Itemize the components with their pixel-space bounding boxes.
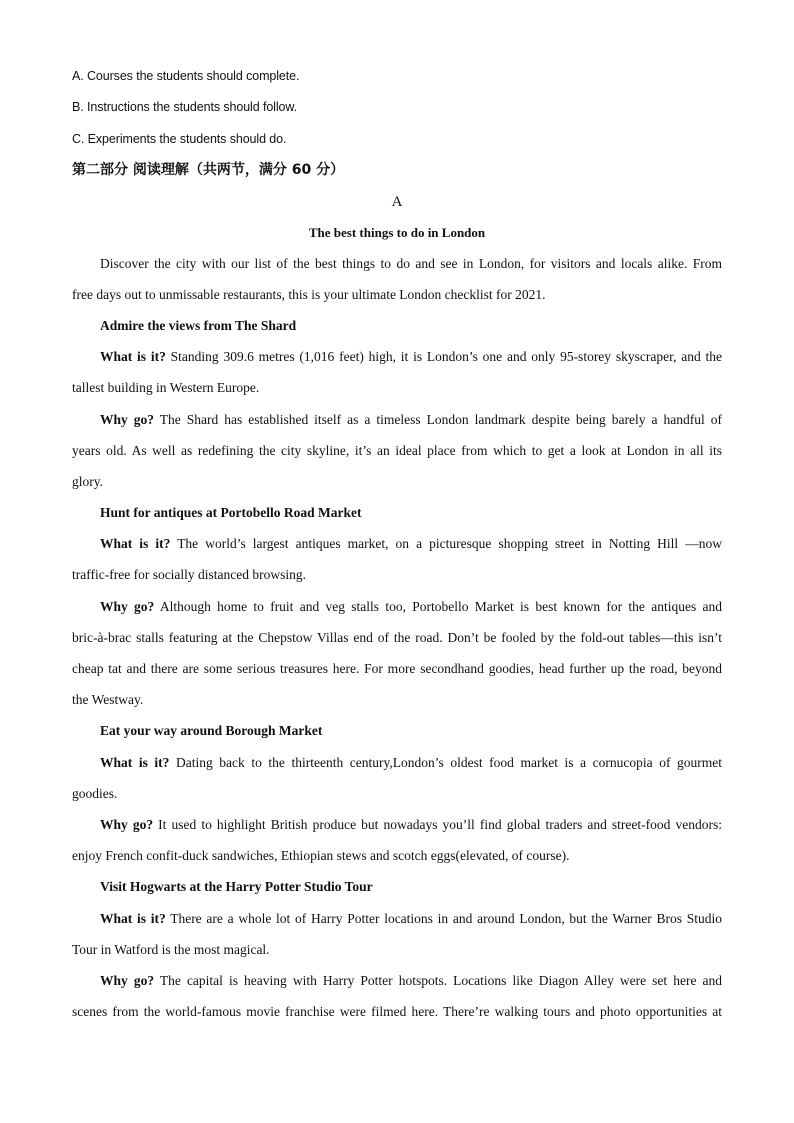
what-label: What is it? [100,349,166,364]
borough-what-text: Dating back to the thirteenth century,London’s oldest food market is a cornucopia of gourmet [169,755,722,770]
portobello-why-text: Although home to fruit and veg stalls too, Portobello Market is best known for the antiques and [154,599,722,614]
intro-line-1: Discover the city with our list of the best things to do and see in London, for visitors and locals alike. From [100,256,722,271]
shard-why-line-2: years old. As well as redefining the city skyline, it’s an ideal place from which to get a look at London in all its [72,443,722,458]
shard-why-line-1 [100,411,722,429]
hogwarts-why-line-2: scenes from the world-famous movie franchise were filmed here. There’re walking tours and photo opportunities at [72,1004,722,1019]
what-label: What is it? [100,755,170,770]
what-label: What is it? [100,536,171,551]
borough-why-line-2: enjoy French confit-duck sandwiches, Ethiopian stews and scotch eggs(elevated, of course). [72,848,570,863]
shard-why-line-3: glory. [72,474,103,489]
why-label: Why go? [100,412,154,427]
what-label: What is it? [100,911,166,926]
passage-letter: A [391,194,403,210]
borough-why-line-1 [100,816,722,834]
portobello-why-line-2: bric-à-brac stalls featuring at the Chepstow Villas end of the road. Don’t be fooled by the fold-out tables—this isn’t [72,630,722,645]
borough-what-line-2: goodies. [72,786,118,801]
why-label: Why go? [100,973,155,988]
shard-why-text: The Shard has established itself as a timeless London landmark despite being barely a handful of [154,412,722,427]
portobello-why-line-3: cheap tat and there are some serious treasures here. For more secondhand goodies, head further up the road, beyond [72,661,722,676]
portobello-why-line-4: the Westway. [72,692,144,707]
why-label: Why go? [100,599,155,614]
portobello-what-line-2: traffic-free for socially distanced browsing. [72,567,307,582]
hogwarts-why-text: The capital is heaving with Harry Potter hotspots. Locations like Diagon Alley were set here and [154,973,722,988]
borough-heading: Eat your way around Borough Market [100,723,323,738]
hogwarts-what-line-2: Tour in Watford is the most magical. [72,942,270,957]
borough-why-text: It used to highlight British produce but nowadays you’ll find global traders and street-food vendors: [153,817,722,832]
hogwarts-why-line-1 [100,972,722,990]
portobello-heading: Hunt for antiques at Portobello Road Market [100,505,362,520]
option-b: B. Instructions the students should follow. [72,100,297,114]
hogwarts-what-text: There are a whole lot of Harry Potter locations in and around London, but the Warner Bros Studio [165,911,722,926]
shard-what-text: Standing 309.6 metres (1,016 feet) high, it is London’s one and only 95-storey skyscraper, and the [165,349,722,364]
section-heading: 第二部分 阅读理解（共两节，满分 60 分） [72,162,345,178]
borough-what-line-1 [100,754,722,772]
shard-what-line-2: tallest building in Western Europe. [72,380,260,395]
why-label: Why go? [100,817,154,832]
option-c: C. Experiments the students should do. [72,132,287,146]
shard-what-line-1 [100,348,722,366]
portobello-why-line-1 [100,598,722,616]
hogwarts-heading: Visit Hogwarts at the Harry Potter Studio Tour [100,879,373,894]
hogwarts-what-line-1 [100,910,722,928]
intro-line-2: free days out to unmissable restaurants, this is your ultimate London checklist for 2021. [72,287,546,302]
portobello-what-text: The world’s largest antiques market, on a picturesque shopping street in Notting Hill —now [170,536,722,551]
portobello-what-line-1 [100,535,722,553]
option-a: A. Courses the students should complete. [72,69,300,83]
shard-heading: Admire the views from The Shard [100,318,297,333]
passage-title: The best things to do in London [308,225,486,240]
